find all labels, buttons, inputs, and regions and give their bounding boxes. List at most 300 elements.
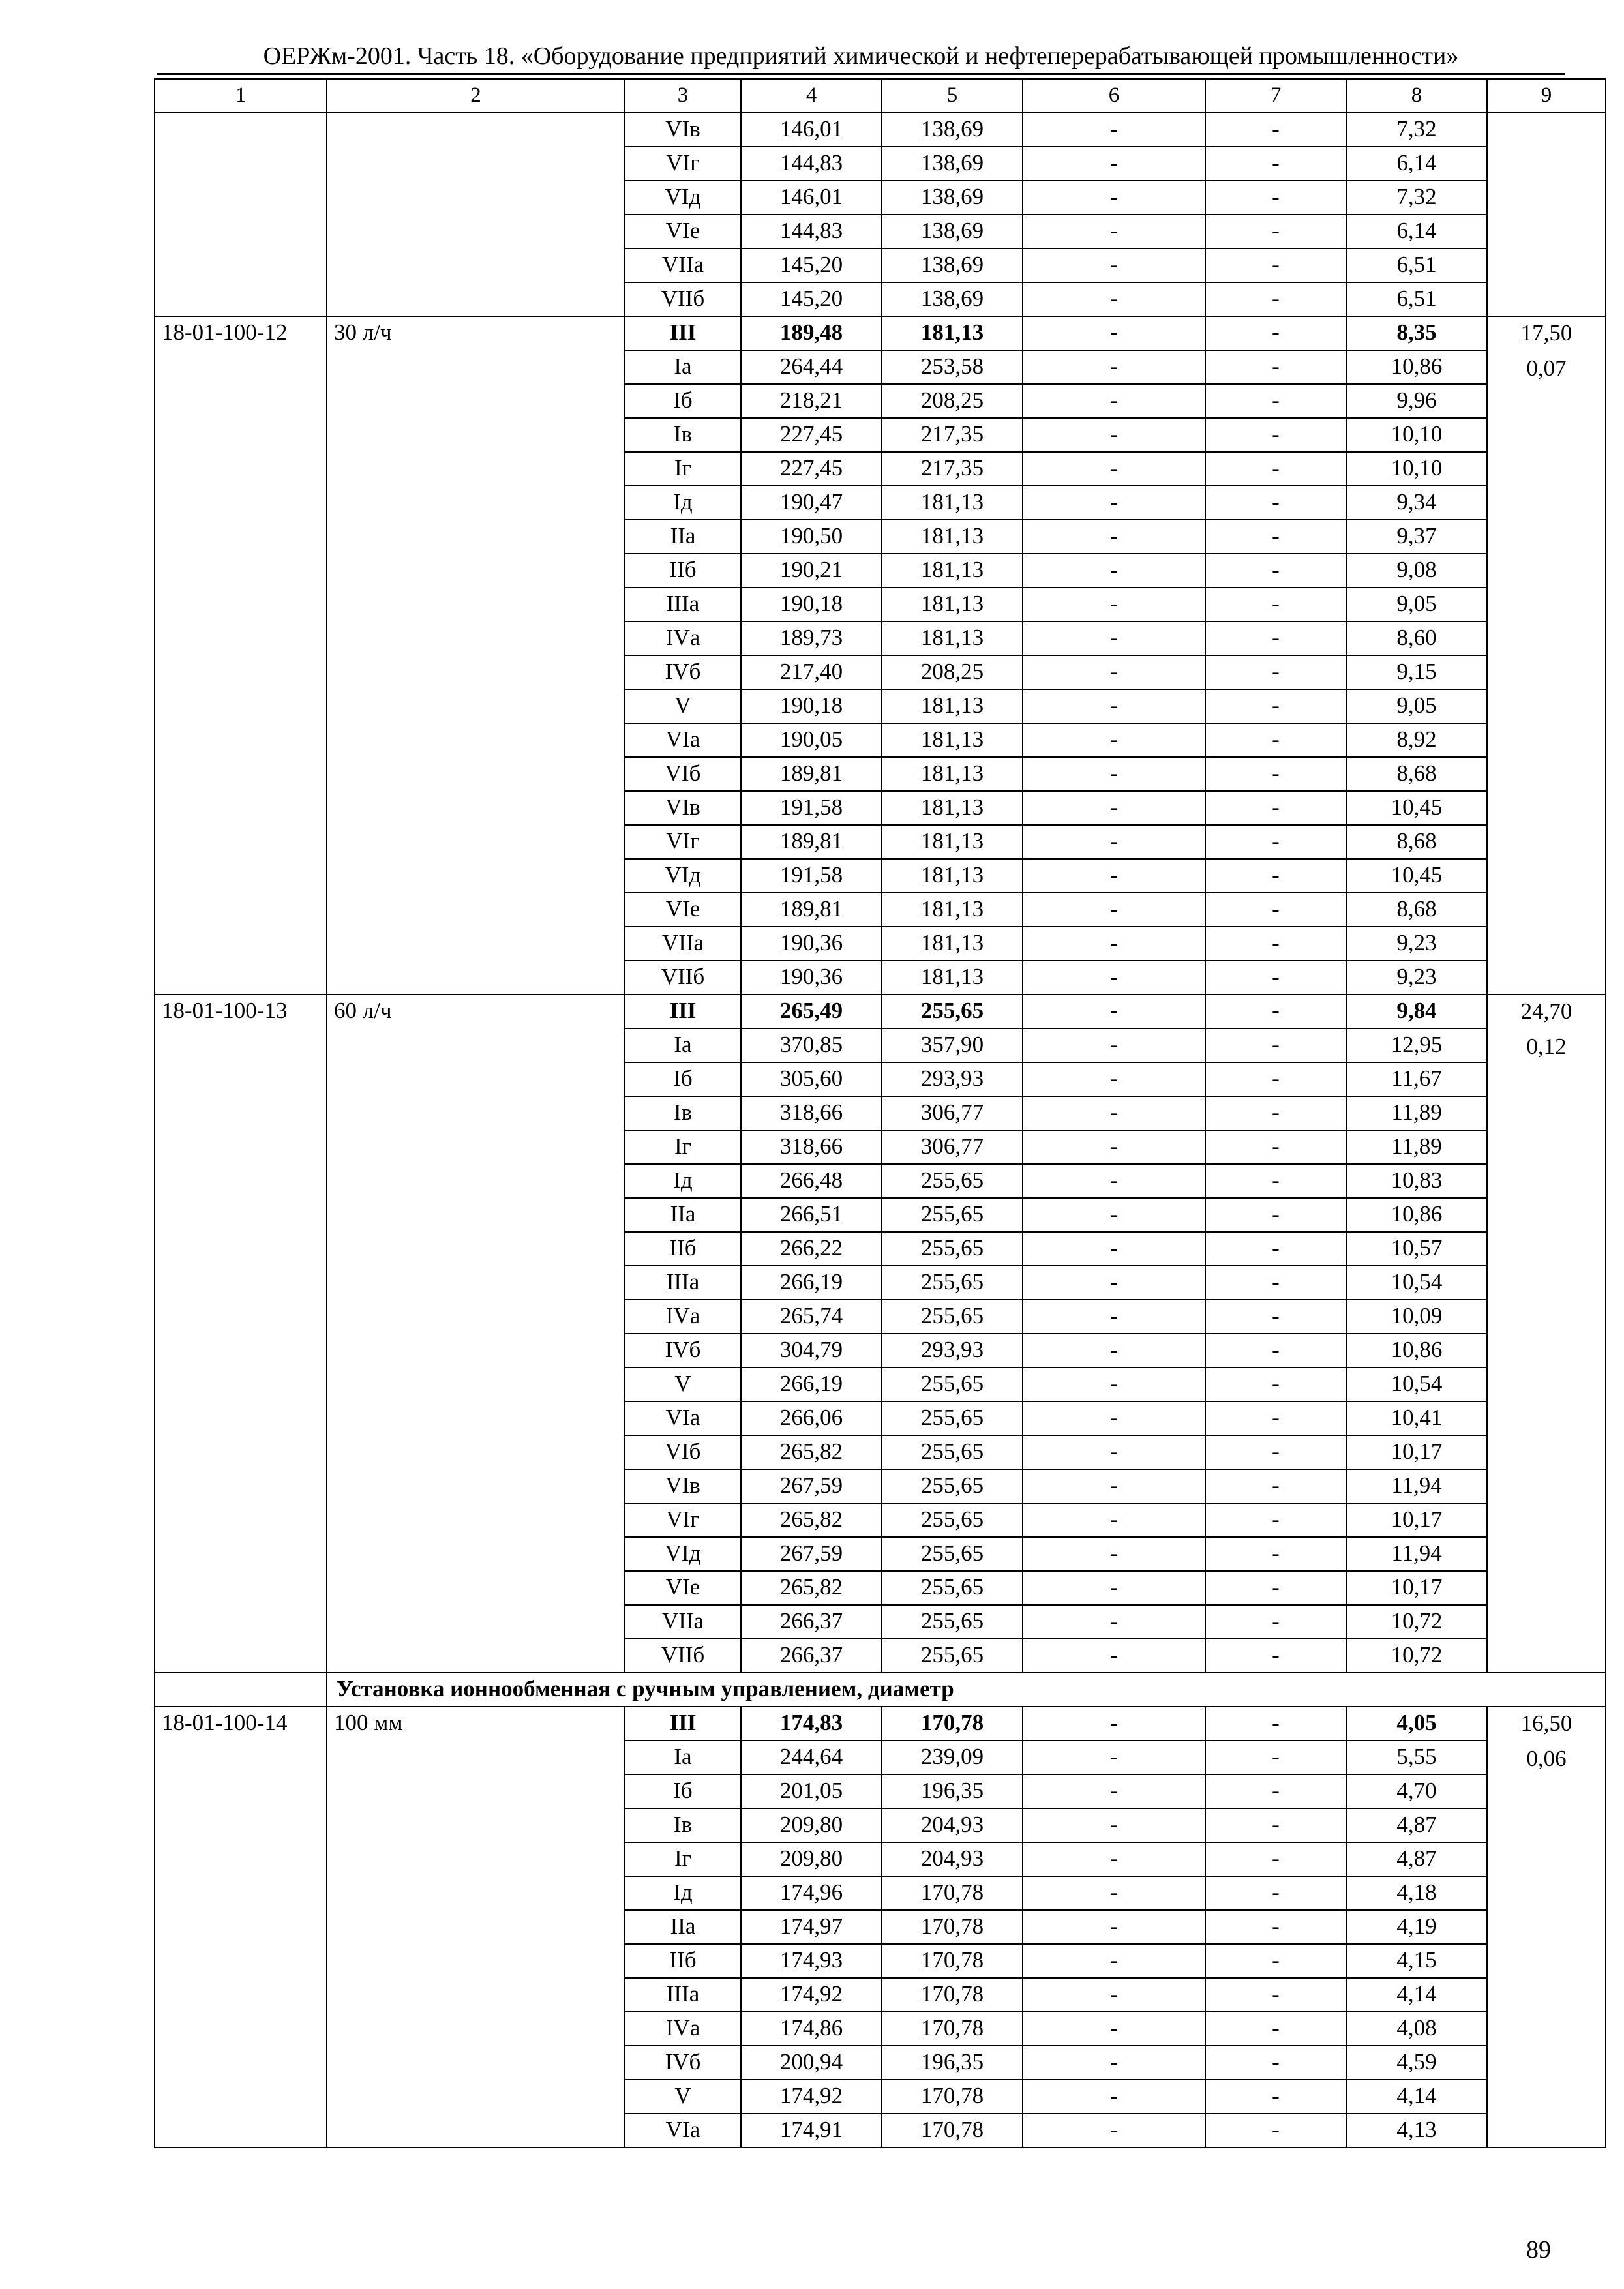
cell-c4: 209,80 [741, 1808, 882, 1842]
cell-c4: 209,80 [741, 1842, 882, 1876]
cell-c7: - [1205, 723, 1346, 757]
cell-c6: - [1023, 1876, 1205, 1910]
cell-c6: - [1023, 723, 1205, 757]
cell-c6: - [1023, 791, 1205, 825]
cell-c6: - [1023, 655, 1205, 689]
cell-c6: - [1023, 384, 1205, 418]
cell-c5: 255,65 [882, 1300, 1023, 1334]
cell-c5: 181,13 [882, 486, 1023, 520]
cell-c8: 4,14 [1346, 2080, 1487, 2114]
cell-c6: - [1023, 1401, 1205, 1435]
cell-c5: 181,13 [882, 757, 1023, 791]
cell-c5: 253,58 [882, 350, 1023, 384]
cell-c5: 181,13 [882, 927, 1023, 961]
cell-c7: - [1205, 825, 1346, 859]
cell-c8: 11,67 [1346, 1062, 1487, 1096]
rate-name: 100 мм [327, 1707, 625, 2147]
cell-c6: - [1023, 588, 1205, 621]
rate-code: 18-01-100-12 [155, 316, 327, 995]
cell-c5: 217,35 [882, 452, 1023, 486]
table-row [155, 995, 1606, 1028]
cell-c5: 255,65 [882, 1605, 1023, 1639]
cell-c6: - [1023, 248, 1205, 282]
cell-c6: - [1023, 961, 1205, 995]
cell-c5: 255,65 [882, 995, 1023, 1028]
cell-c3: IVа [625, 2012, 741, 2046]
cell-c8: 10,45 [1346, 859, 1487, 893]
cell-c4: 190,47 [741, 486, 882, 520]
cell-c6: - [1023, 927, 1205, 961]
cell-c8: 9,34 [1346, 486, 1487, 520]
cell-c8: 10,17 [1346, 1571, 1487, 1605]
cell-c6: - [1023, 1469, 1205, 1503]
cell-c8: 4,13 [1346, 2114, 1487, 2147]
cell-c6: - [1023, 1910, 1205, 1944]
cell-c7: - [1205, 791, 1346, 825]
cell-c8: 4,08 [1346, 2012, 1487, 2046]
cell-c8: 9,23 [1346, 927, 1487, 961]
cell-c4: 265,82 [741, 1571, 882, 1605]
cell-c7: - [1205, 1368, 1346, 1401]
resource-value: 0,12 [1526, 1034, 1567, 1059]
column-number: 7 [1205, 79, 1346, 113]
cell-c3: Iг [625, 1842, 741, 1876]
cell-c3: IIб [625, 1232, 741, 1266]
column-number: 8 [1346, 79, 1487, 113]
cell-c3: VIе [625, 893, 741, 927]
cell-c3: III [625, 1707, 741, 1741]
cell-c8: 12,95 [1346, 1028, 1487, 1062]
cell-c8: 9,84 [1346, 995, 1487, 1028]
cell-c3: IVа [625, 621, 741, 655]
cell-c8: 8,68 [1346, 825, 1487, 859]
cell-c4: 266,19 [741, 1368, 882, 1401]
cell-c6: - [1023, 1571, 1205, 1605]
cell-c3: VIа [625, 2114, 741, 2147]
cell-c3: Iв [625, 418, 741, 452]
cell-c8: 10,86 [1346, 1198, 1487, 1232]
cell-c7: - [1205, 927, 1346, 961]
cell-c8: 9,05 [1346, 588, 1487, 621]
cell-c3: VIIа [625, 927, 741, 961]
cell-c5: 181,13 [882, 621, 1023, 655]
cell-c3: Iб [625, 384, 741, 418]
cell-c4: 267,59 [741, 1469, 882, 1503]
cell-c6: - [1023, 2046, 1205, 2080]
cell-c5: 170,78 [882, 2012, 1023, 2046]
cell-c7: - [1205, 588, 1346, 621]
cell-c4: 266,19 [741, 1266, 882, 1300]
cell-c5: 255,65 [882, 1266, 1023, 1300]
cell-c4: 144,83 [741, 147, 882, 181]
cell-c5: 138,69 [882, 282, 1023, 316]
cell-c4: 145,20 [741, 248, 882, 282]
cell-c8: 9,15 [1346, 655, 1487, 689]
cell-c5: 255,65 [882, 1469, 1023, 1503]
cell-c4: 174,86 [741, 2012, 882, 2046]
cell-c5: 306,77 [882, 1096, 1023, 1130]
cell-c5: 170,78 [882, 1707, 1023, 1741]
cell-c8: 7,32 [1346, 181, 1487, 215]
cell-c5: 170,78 [882, 2114, 1023, 2147]
cell-c8: 10,86 [1346, 350, 1487, 384]
cell-c4: 146,01 [741, 181, 882, 215]
column-number: 9 [1487, 79, 1606, 113]
cell-c6: - [1023, 757, 1205, 791]
cell-c7: - [1205, 1198, 1346, 1232]
cell-c8: 4,15 [1346, 1944, 1487, 1978]
cell-c7: - [1205, 1639, 1346, 1673]
cell-c6: - [1023, 1774, 1205, 1808]
cell-c5: 181,13 [882, 689, 1023, 723]
cell-c3: VIг [625, 147, 741, 181]
cell-c5: 181,13 [882, 859, 1023, 893]
cell-c4: 174,93 [741, 1944, 882, 1978]
cell-c5: 138,69 [882, 147, 1023, 181]
cell-c7: - [1205, 757, 1346, 791]
cell-c7: - [1205, 1774, 1346, 1808]
cell-c8: 5,55 [1346, 1741, 1487, 1774]
cell-c6: - [1023, 1198, 1205, 1232]
cell-c4: 227,45 [741, 452, 882, 486]
cell-c8: 11,89 [1346, 1130, 1487, 1164]
cell-c7: - [1205, 520, 1346, 554]
cell-c6: - [1023, 1096, 1205, 1130]
cell-c5: 293,93 [882, 1062, 1023, 1096]
cell-c5: 204,93 [882, 1842, 1023, 1876]
cell-c8: 10,54 [1346, 1266, 1487, 1300]
resource-values [1487, 995, 1606, 1673]
rate-name [327, 113, 625, 316]
cell-c5: 255,65 [882, 1401, 1023, 1435]
cell-c4: 190,36 [741, 927, 882, 961]
cell-c5: 181,13 [882, 316, 1023, 350]
cell-c8: 6,51 [1346, 248, 1487, 282]
cell-c7: - [1205, 486, 1346, 520]
cell-c4: 191,58 [741, 791, 882, 825]
cell-c4: 266,48 [741, 1164, 882, 1198]
cell-c4: 146,01 [741, 113, 882, 147]
cell-c7: - [1205, 1741, 1346, 1774]
cell-c7: - [1205, 1469, 1346, 1503]
cell-c5: 170,78 [882, 1876, 1023, 1910]
cell-c4: 191,58 [741, 859, 882, 893]
cell-c6: - [1023, 1944, 1205, 1978]
cell-c5: 255,65 [882, 1164, 1023, 1198]
section-row [155, 1673, 1606, 1707]
cell-c6: - [1023, 113, 1205, 147]
cell-c3: VIд [625, 181, 741, 215]
section-title: Установка ионнообменная с ручным управлением, диаметр [327, 1673, 1606, 1707]
cell-c5: 170,78 [882, 1944, 1023, 1978]
cell-c7: - [1205, 2080, 1346, 2114]
cell-c7: - [1205, 2012, 1346, 2046]
cell-c7: - [1205, 1707, 1346, 1741]
cell-c8: 10,17 [1346, 1435, 1487, 1469]
cell-c3: IIб [625, 554, 741, 588]
cell-c3: V [625, 2080, 741, 2114]
cell-c8: 4,59 [1346, 2046, 1487, 2080]
cell-c8: 10,45 [1346, 791, 1487, 825]
table-row [155, 1707, 1606, 1741]
cell-c8: 9,96 [1346, 384, 1487, 418]
cell-c8: 10,83 [1346, 1164, 1487, 1198]
cell-c4: 267,59 [741, 1537, 882, 1571]
cell-c7: - [1205, 1503, 1346, 1537]
cell-c7: - [1205, 1571, 1346, 1605]
cell-c3: VIг [625, 825, 741, 859]
cell-c4: 174,91 [741, 2114, 882, 2147]
cell-c4: 217,40 [741, 655, 882, 689]
cell-c8: 11,94 [1346, 1469, 1487, 1503]
cell-c7: - [1205, 995, 1346, 1028]
cell-c4: 174,92 [741, 1978, 882, 2012]
cell-c5: 181,13 [882, 588, 1023, 621]
cell-c8: 11,94 [1346, 1537, 1487, 1571]
cell-c7: - [1205, 1096, 1346, 1130]
cell-c3: VIб [625, 1435, 741, 1469]
rate-code: 18-01-100-14 [155, 1707, 327, 2147]
cell-c7: - [1205, 1266, 1346, 1300]
resource-value: 16,50 [1520, 1711, 1572, 1736]
cell-c8: 10,72 [1346, 1605, 1487, 1639]
cell-c8: 9,23 [1346, 961, 1487, 995]
cell-c6: - [1023, 1368, 1205, 1401]
cell-c8: 6,14 [1346, 147, 1487, 181]
cell-c8: 10,09 [1346, 1300, 1487, 1334]
cell-c8: 4,18 [1346, 1876, 1487, 1910]
cell-c8: 8,35 [1346, 316, 1487, 350]
cell-c3: IVа [625, 1300, 741, 1334]
cell-c3: V [625, 1368, 741, 1401]
cell-c3: VIд [625, 1537, 741, 1571]
cell-c3: Iб [625, 1774, 741, 1808]
cell-c5: 255,65 [882, 1368, 1023, 1401]
cell-c4: 218,21 [741, 384, 882, 418]
cell-c8: 4,87 [1346, 1808, 1487, 1842]
cell-c7: - [1205, 1876, 1346, 1910]
cell-c3: Iд [625, 1164, 741, 1198]
cell-c5: 138,69 [882, 248, 1023, 282]
cell-c8: 4,19 [1346, 1910, 1487, 1944]
cell-c4: 265,74 [741, 1300, 882, 1334]
cell-c7: - [1205, 1130, 1346, 1164]
cell-c6: - [1023, 1537, 1205, 1571]
cell-c8: 10,10 [1346, 452, 1487, 486]
cell-c3: VIIб [625, 1639, 741, 1673]
cell-c7: - [1205, 282, 1346, 316]
cell-c5: 208,25 [882, 655, 1023, 689]
cell-c4: 144,83 [741, 215, 882, 248]
cell-c3: VIб [625, 757, 741, 791]
cell-c5: 293,93 [882, 1334, 1023, 1368]
cell-c8: 9,08 [1346, 554, 1487, 588]
cell-c4: 174,97 [741, 1910, 882, 1944]
cell-c5: 239,09 [882, 1741, 1023, 1774]
cell-c5: 255,65 [882, 1198, 1023, 1232]
cell-c3: Iб [625, 1062, 741, 1096]
cell-c6: - [1023, 1741, 1205, 1774]
cell-c4: 201,05 [741, 1774, 882, 1808]
cell-c4: 265,82 [741, 1503, 882, 1537]
cell-c5: 181,13 [882, 893, 1023, 927]
cell-c4: 189,73 [741, 621, 882, 655]
cell-c4: 189,81 [741, 825, 882, 859]
cell-c8: 10,54 [1346, 1368, 1487, 1401]
cell-c6: - [1023, 418, 1205, 452]
cell-c3: VIIб [625, 282, 741, 316]
cell-c7: - [1205, 621, 1346, 655]
cell-c3: III [625, 995, 741, 1028]
cell-c8: 10,17 [1346, 1503, 1487, 1537]
cell-c4: 190,21 [741, 554, 882, 588]
resource-values [1487, 113, 1606, 316]
cell-c8: 11,89 [1346, 1096, 1487, 1130]
cell-c5: 181,13 [882, 825, 1023, 859]
cell-c6: - [1023, 1503, 1205, 1537]
cell-c3: IIб [625, 1944, 741, 1978]
resource-value: 0,06 [1526, 1746, 1567, 1771]
resource-values [1487, 1707, 1606, 2147]
cell-c3: VIв [625, 113, 741, 147]
section-spacer [155, 1673, 327, 1707]
cell-c3: IIIа [625, 1266, 741, 1300]
cell-c7: - [1205, 1605, 1346, 1639]
cell-c3: VIIб [625, 961, 741, 995]
cell-c3: V [625, 689, 741, 723]
column-number: 3 [625, 79, 741, 113]
column-number: 5 [882, 79, 1023, 113]
cell-c7: - [1205, 1978, 1346, 2012]
cell-c7: - [1205, 1300, 1346, 1334]
cell-c5: 181,13 [882, 520, 1023, 554]
cell-c3: Iа [625, 350, 741, 384]
cell-c3: Iг [625, 452, 741, 486]
cell-c5: 196,35 [882, 1774, 1023, 1808]
cell-c5: 138,69 [882, 181, 1023, 215]
cell-c7: - [1205, 961, 1346, 995]
cell-c4: 305,60 [741, 1062, 882, 1096]
cell-c8: 10,10 [1346, 418, 1487, 452]
cell-c7: - [1205, 316, 1346, 350]
cell-c7: - [1205, 1944, 1346, 1978]
cell-c4: 174,83 [741, 1707, 882, 1741]
cell-c5: 306,77 [882, 1130, 1023, 1164]
cell-c6: - [1023, 1334, 1205, 1368]
cell-c5: 208,25 [882, 384, 1023, 418]
cell-c8: 7,32 [1346, 113, 1487, 147]
cell-c7: - [1205, 1164, 1346, 1198]
cell-c7: - [1205, 893, 1346, 927]
cell-c8: 10,72 [1346, 1639, 1487, 1673]
cell-c5: 255,65 [882, 1435, 1023, 1469]
cell-c4: 190,50 [741, 520, 882, 554]
cell-c6: - [1023, 1707, 1205, 1741]
cell-c7: - [1205, 1334, 1346, 1368]
cell-c6: - [1023, 181, 1205, 215]
cell-c3: IIIа [625, 588, 741, 621]
column-number: 2 [327, 79, 625, 113]
cell-c4: 189,81 [741, 757, 882, 791]
table-row [155, 316, 1606, 350]
cell-c7: - [1205, 554, 1346, 588]
cell-c3: IVб [625, 1334, 741, 1368]
cell-c7: - [1205, 113, 1346, 147]
cell-c3: Iа [625, 1028, 741, 1062]
cell-c7: - [1205, 1232, 1346, 1266]
cell-c5: 357,90 [882, 1028, 1023, 1062]
cell-c3: VIIа [625, 248, 741, 282]
cell-c4: 318,66 [741, 1096, 882, 1130]
cell-c6: - [1023, 1300, 1205, 1334]
page-number: 89 [1526, 2236, 1551, 2264]
cell-c5: 255,65 [882, 1537, 1023, 1571]
cell-c4: 266,37 [741, 1639, 882, 1673]
cell-c3: VIд [625, 859, 741, 893]
cell-c4: 190,18 [741, 588, 882, 621]
cell-c6: - [1023, 1028, 1205, 1062]
cell-c4: 174,92 [741, 2080, 882, 2114]
cell-c5: 204,93 [882, 1808, 1023, 1842]
cell-c8: 10,41 [1346, 1401, 1487, 1435]
cell-c7: - [1205, 1842, 1346, 1876]
cell-c7: - [1205, 1808, 1346, 1842]
cell-c4: 145,20 [741, 282, 882, 316]
cell-c5: 181,13 [882, 723, 1023, 757]
cell-c6: - [1023, 1232, 1205, 1266]
resource-values [1487, 316, 1606, 995]
cell-c7: - [1205, 350, 1346, 384]
cell-c8: 9,37 [1346, 520, 1487, 554]
cell-c3: VIа [625, 723, 741, 757]
cell-c7: - [1205, 181, 1346, 215]
cell-c5: 181,13 [882, 961, 1023, 995]
cell-c6: - [1023, 554, 1205, 588]
cell-c7: - [1205, 452, 1346, 486]
column-number: 6 [1023, 79, 1205, 113]
cell-c5: 196,35 [882, 2046, 1023, 2080]
resource-value: 0,07 [1526, 355, 1567, 381]
cell-c8: 9,05 [1346, 689, 1487, 723]
column-number-row [155, 79, 1606, 113]
cell-c6: - [1023, 2012, 1205, 2046]
cell-c4: 266,51 [741, 1198, 882, 1232]
cell-c8: 8,60 [1346, 621, 1487, 655]
cell-c5: 255,65 [882, 1571, 1023, 1605]
cell-c6: - [1023, 215, 1205, 248]
cell-c7: - [1205, 418, 1346, 452]
cell-c7: - [1205, 689, 1346, 723]
cell-c5: 170,78 [882, 1910, 1023, 1944]
cell-c6: - [1023, 995, 1205, 1028]
cell-c7: - [1205, 2046, 1346, 2080]
cell-c8: 4,87 [1346, 1842, 1487, 1876]
cell-c3: VIе [625, 1571, 741, 1605]
cell-c3: IIа [625, 1198, 741, 1232]
cell-c3: VIIа [625, 1605, 741, 1639]
cell-c6: - [1023, 1266, 1205, 1300]
cell-c7: - [1205, 1062, 1346, 1096]
cell-c6: - [1023, 1639, 1205, 1673]
cell-c4: 190,05 [741, 723, 882, 757]
cell-c4: 264,44 [741, 350, 882, 384]
cell-c8: 6,14 [1346, 215, 1487, 248]
cell-c6: - [1023, 2114, 1205, 2147]
cell-c4: 266,06 [741, 1401, 882, 1435]
rate-name: 60 л/ч [327, 995, 625, 1673]
cell-c6: - [1023, 1605, 1205, 1639]
cell-c3: IIа [625, 1910, 741, 1944]
